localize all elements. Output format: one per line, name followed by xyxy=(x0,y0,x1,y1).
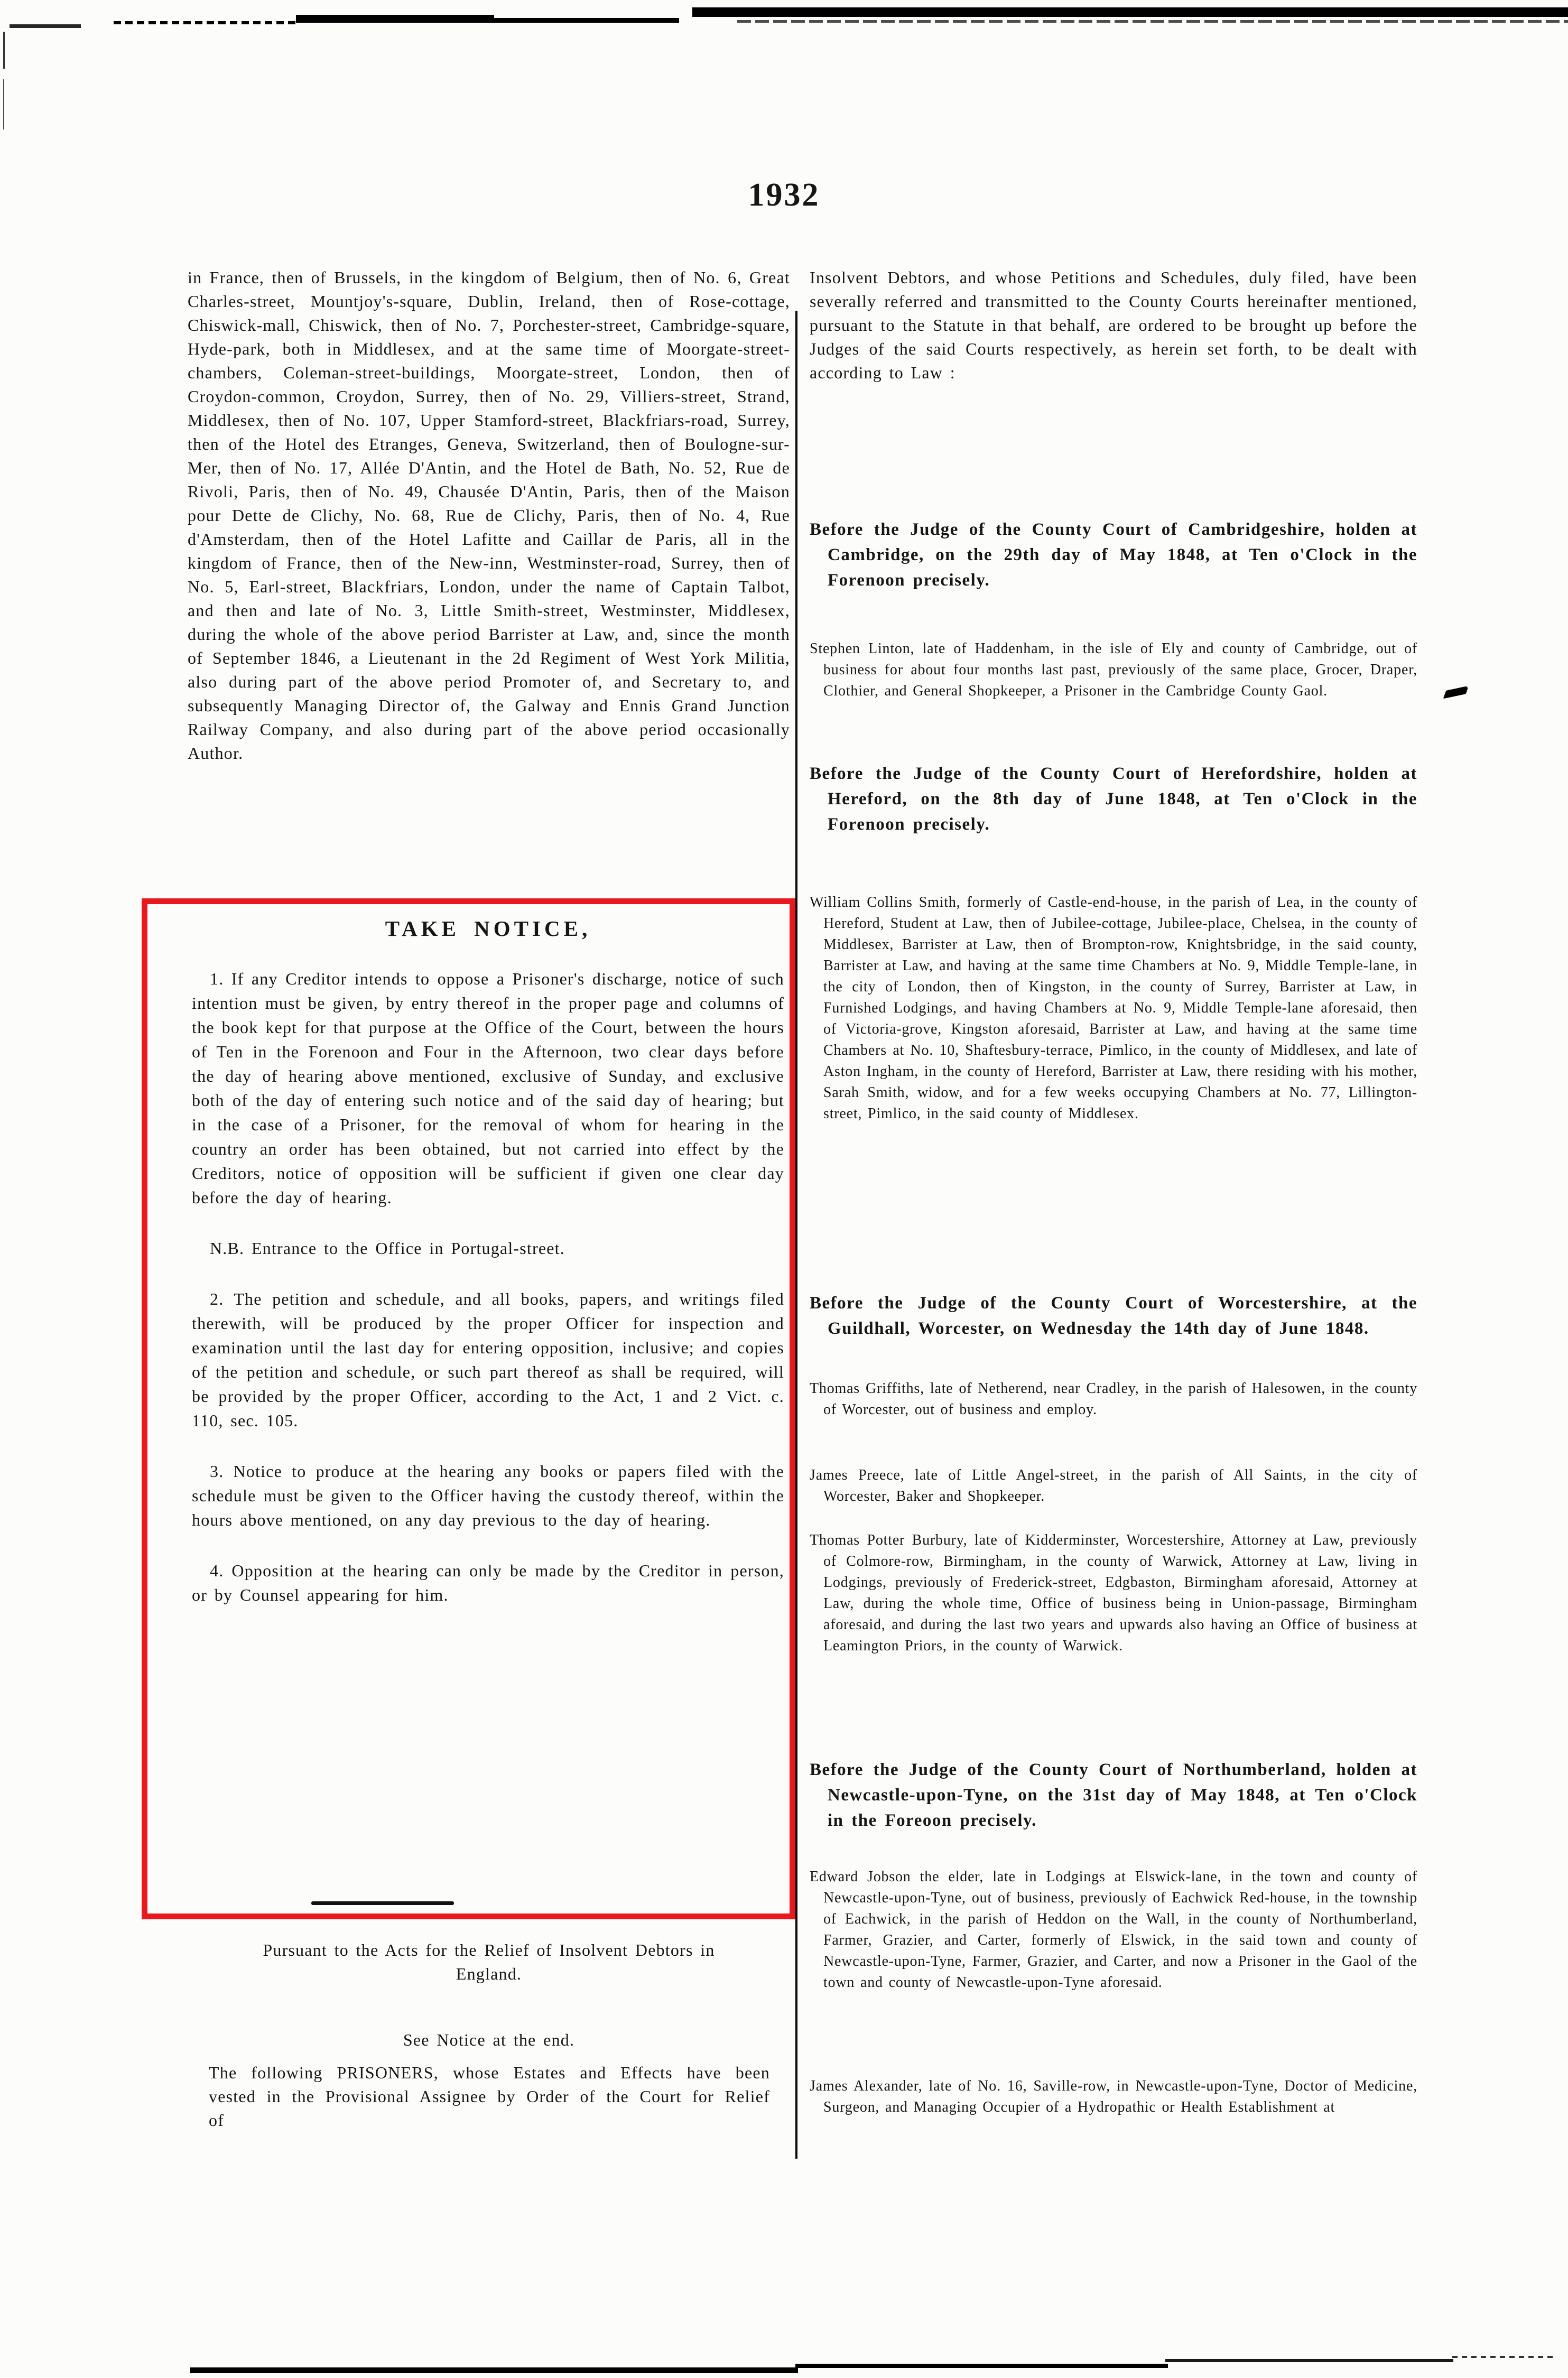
notice-item-4: 4. Opposition at the hearing can only be made by the Creditor in person, or by Counsel appearing for him. xyxy=(192,1561,784,1604)
take-notice-section xyxy=(147,904,790,1913)
scan-artifact-bottom xyxy=(190,2367,798,2373)
debtor-entry: William Collins Smith, formerly of Castle-end-house, in the parish of Lea, in the county of Hereford, Student at Law, then of Jubilee-cottage, Jubilee-place, Chelsea, in the county of Middlesex, Barrister at Law, then of Brompton-row, Knightsbridge, in the said county, Barrister at Law, and having at the same time Chambers at No. 9, Middle Temple-lane, in the city of London, then of Kingston, in the county of Surrey, Barrister at Law, in Furnished Lodgings, and having Chambers at No. 9, Middle Temple-lane aforesaid, then of Victoria-grove, Kingston aforesaid, Barrister at Law, and having at the same time Chambers at No. 10, Shaftesbury-terrace, Pimlico, in the county of Middlesex, and late of Aston Ingham, in the county of Hereford, Barrister at Law, there residing with his mother, Sarah Smith, widow, and for a few weeks occupying Chambers at No. 77, Lillington-street, Pimlico, in the said county of Middlesex. xyxy=(810,894,1417,1122)
page-number: 1932 xyxy=(748,177,820,213)
scan-artifact-bottom xyxy=(1452,2356,1553,2358)
scan-artifact-bottom xyxy=(1165,2359,1453,2362)
take-notice-annotation-box xyxy=(142,898,795,1919)
scan-artifact-bottom xyxy=(795,2364,1168,2368)
scan-artifact-top xyxy=(737,20,1568,23)
scan-artifact-top xyxy=(114,21,299,24)
take-notice-heading: TAKE NOTICE, xyxy=(385,916,591,941)
debtor-entry: Stephen Linton, late of Haddenham, in the isle of Ely and county of Cambridge, out of business for about four months last past, previously of the same place, Grocer, Draper, Clothier, and General Shopkeeper, a Prisoner in the Cambridge County Gaol. xyxy=(810,640,1417,699)
debtor-entry: James Alexander, late of No. 16, Saville-row, in Newcastle-upon-Tyne, Doctor of Medicine, Surgeon, and Managing Occupier of a Hydropathic or Health Establishment at xyxy=(810,2078,1417,2115)
notice-item-3: 3. Notice to produce at the hearing any books or papers filed with the schedule must be given to the Officer having the custody thereof, within the hours above mentioned, on any day previous to the day of hearing. xyxy=(192,1462,784,1529)
debtor-entry: Edward Jobson the elder, late in Lodgings at Elswick-lane, in the town and county of Newcastle-upon-Tyne, out of business, previously of Eachwick Red-house, in the township of Eachwick, in the parish of Heddon on the Wall, in the county of Northumberland, Farmer, Grazier, and Carter, formerly of Elswick, in the said town and county of Newcastle-upon-Tyne, Farmer, Grazier, and Carter, and now a Prisoner in the Gaol of the town and county of Newcastle-upon-Tyne aforesaid. xyxy=(810,1869,1417,1991)
debtor-entry: Thomas Griffiths, late of Netherend, near Cradley, in the parish of Halesowen, in the county of Worcester, out of business and employ. xyxy=(810,1380,1417,1418)
notice-nb-line: N.B. Entrance to the Office in Portugal-street. xyxy=(210,1239,565,1258)
right-column-continuation-paragraph: Insolvent Debtors, and whose Petitions and Schedules, duly filed, have been severally referred and transmitted to the County Courts hereinafter mentioned, pursuant to the Statute in that behalf, are ordered to be brought up before the Judges of the said Courts respectively, as herein set forth, to be dealt with according to Law : xyxy=(810,268,1417,382)
debtor-entry: Thomas Potter Burbury, late of Kidderminster, Worcestershire, Attorney at Law, previously of Colmore-row, Birmingham, in the county of Warwick, Attorney at Law, living in Lodgings, previously of Frederick-street, Edgbaston, Birmingham aforesaid, Attorney at Law, during the whole time, Office of business being in Union-passage, Birmingham aforesaid, and during the last two years and upwards also having an Office of business at Leamington Priors, in the county of Warwick. xyxy=(810,1532,1417,1654)
scan-artifact-top xyxy=(494,18,679,23)
scan-artifact-top xyxy=(296,15,494,23)
scan-artifact-left-margin xyxy=(3,79,4,129)
court-heading-northumberland: Before the Judge of the County Court of Northumberland, holden at Newcastle-upon-Tyne, on the 31st day of May 1848, at Ten o'Clock in the Foreoon precisely. xyxy=(810,1760,1417,1830)
pursuant-paragraph: Pursuant to the Acts for the Relief of Insolvent Debtors in England. xyxy=(263,1940,715,1983)
scan-artifact-left-margin xyxy=(3,32,5,69)
court-heading-cambridgeshire: Before the Judge of the County Court of Cambridgeshire, holden at Cambridge, on the 29th day of May 1848, at Ten o'Clock in the Forenoon precisely. xyxy=(810,520,1417,590)
column-divider-rule xyxy=(795,311,797,2159)
scan-artifact-top xyxy=(10,24,81,28)
court-heading-worcestershire: Before the Judge of the County Court of Worcestershire, at the Guildhall, Worcester, on Wednesday the 14th day of June 1848. xyxy=(810,1294,1417,1338)
see-notice-line: See Notice at the end. xyxy=(403,2030,575,2049)
court-heading-herefordshire: Before the Judge of the County Court of Herefordshire, holden at Hereford, on the 8th day of June 1848, at Ten o'Clock in the Forenoon precisely. xyxy=(810,764,1417,834)
left-column-continuation-paragraph: in France, then of Brussels, in the kingdom of Belgium, then of No. 6, Great Charles-street, Mountjoy's-square, Dublin, Ireland, then of Rose-cottage, Chiswick-mall, Chiswick, then of No. 7, Porchester-street, Cambridge-square, Hyde-park, both in Middlesex, and at the same time of Moorgate-street-chambers, Coleman-street-buildings, Moorgate-street, London, then of Croydon-common, Croydon, Surrey, then of No. 29, Villiers-street, Strand, Middlesex, then of No. 107, Upper Stamford-street, Blackfriars-road, Surrey, then of the Hotel des Etranges, Geneva, Switzerland, then of Boulogne-sur-Mer, then of No. 17, Allée D'Antin, and the Hotel de Bath, No. 52, Rue de Rivoli, Paris, then of No. 49, Chausée D'Antin, Paris, then of the Maison pour Dette de Clichy, No. 68, Rue de Clichy, Paris, then of No. 4, Rue d'Amsterdam, then of the Hotel Lafitte and Caillar de Paris, all in the kingdom of France, then of the New-inn, Westminster-road, Surrey, then of No. 5, Earl-street, Blackfriars, London, under the name of Captain Talbot, and then and late of No. 3, Little Smith-street, Westminster, Middlesex, during the whole of the above period Barrister at Law, and, since the month of September 1846, a Lieutenant in the 2d Regiment of West York Militia, also during part of the above period Promoter of, and Secretary to, and subsequently Managing Director of, the Galway and Ennis Grand Junction Railway Company, and also during part of the above period occasionally Author. xyxy=(188,268,790,763)
following-prisoners-paragraph: The following PRISONERS, whose Estates and Effects have been vested in the Provisional Assignee by Order of the Court for Relief of xyxy=(209,2063,770,2130)
debtor-entry: James Preece, late of Little Angel-street, in the parish of All Saints, in the city of Worcester, Baker and Shopkeeper. xyxy=(810,1467,1417,1504)
section-end-rule xyxy=(311,1901,454,1905)
scan-artifact-top xyxy=(692,7,1568,17)
ink-mark xyxy=(1443,686,1469,699)
notice-item-1: 1. If any Creditor intends to oppose a Prisoner's discharge, notice of such intention must be given, by entry thereof in the proper page and columns of the book kept for that purpose at the Office of the Court, between the hours of Ten in the Forenoon and Four in the Afternoon, two clear days before the day of hearing above mentioned, exclusive of Sunday, and exclusive both of the day of entering such notice and of the said day of hearing; but in the case of a Prisoner, for the removal of whom for hearing in the country an order has been obtained, but not carried into effect by the Creditors, notice of opposition will be sufficient if given one clear day before the day of hearing. xyxy=(192,969,784,1207)
notice-item-2: 2. The petition and schedule, and all books, papers, and writings filed therewith, will be produced by the proper Officer for inspection and examination until the last day for entering opposition, inclusive; and copies of the petition and schedule, or such part thereof as shall be required, will be provided by the proper Officer, according to the Act, 1 and 2 Vict. c. 110, sec. 105. xyxy=(192,1289,784,1430)
